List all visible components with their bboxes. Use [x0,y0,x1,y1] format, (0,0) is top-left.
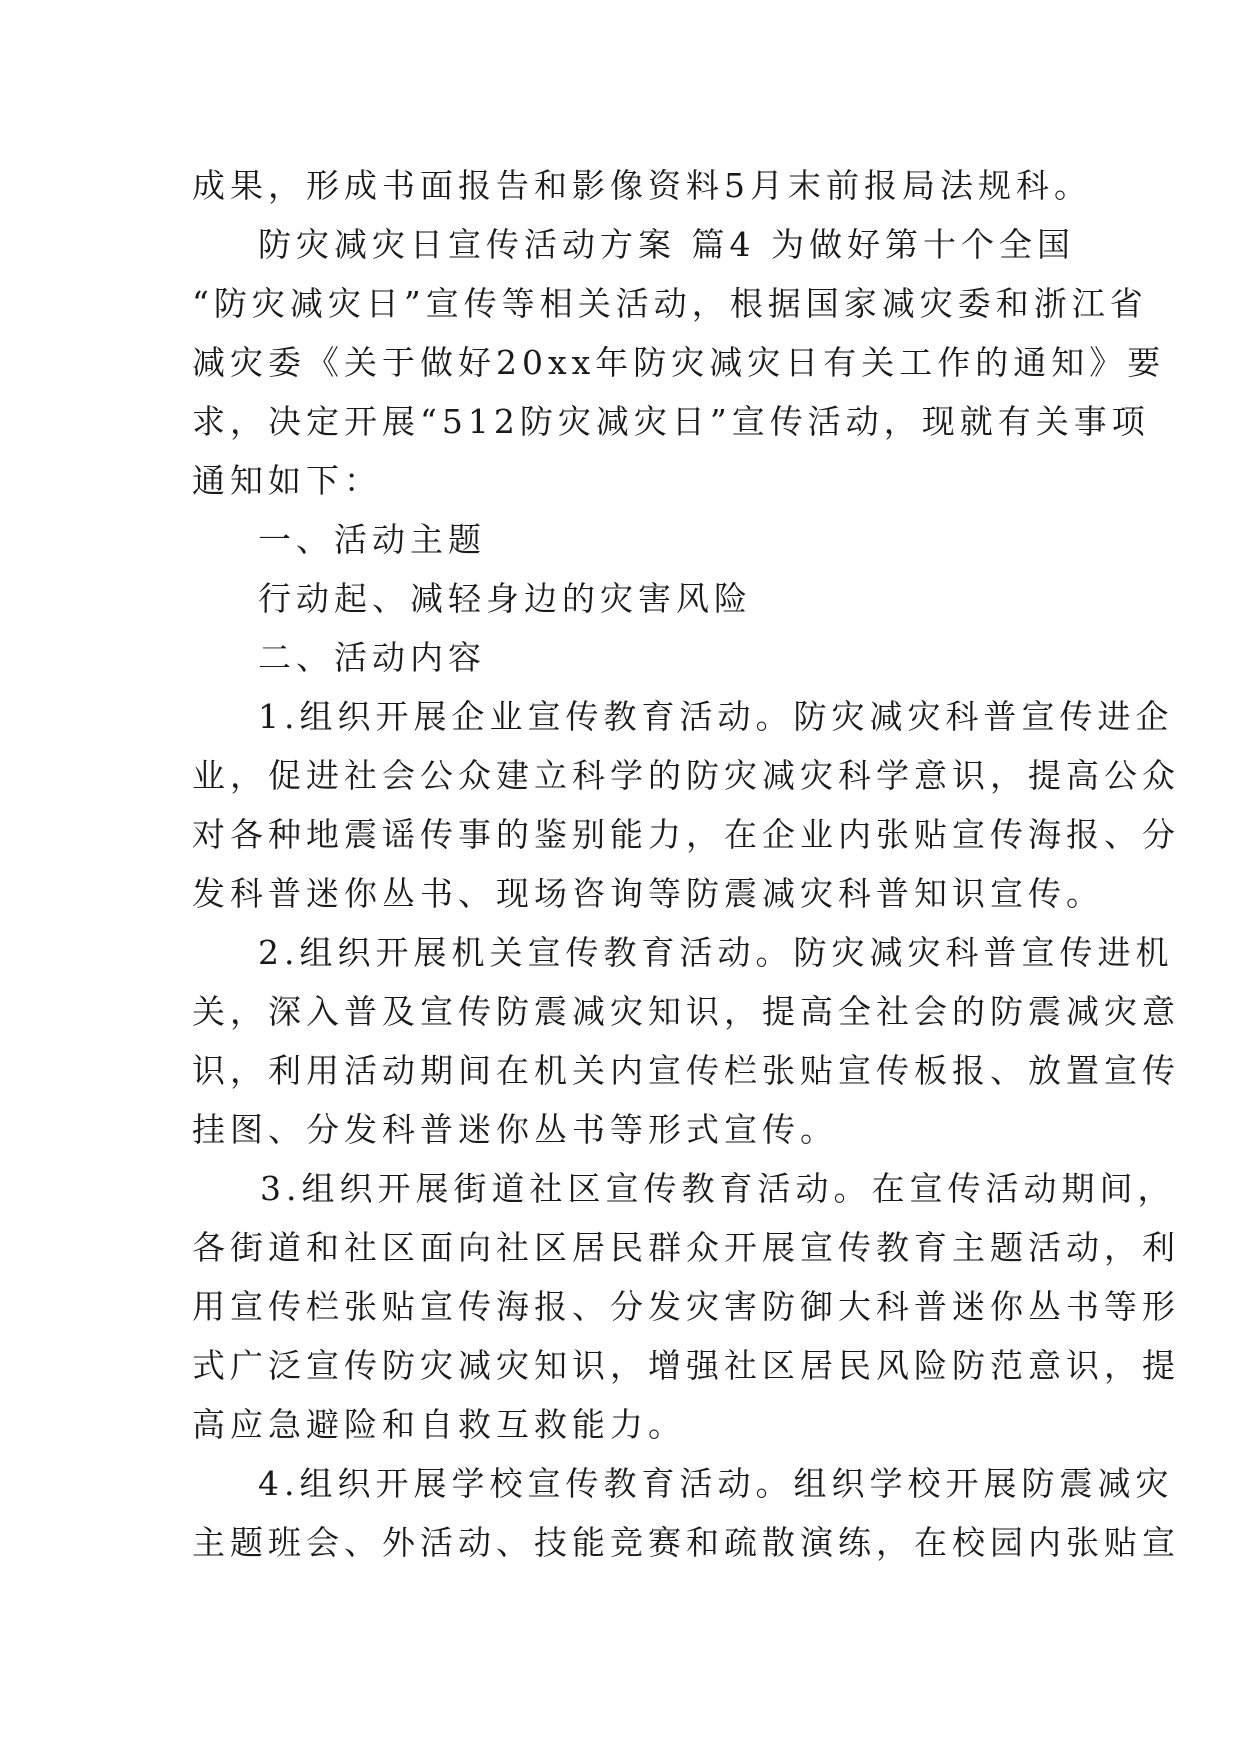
text-line: 2.组织开展机关宣传教育活动。防灾减灾科普宣传进机 [258,933,1174,972]
subheading-line: 二、活动内容 [258,638,486,677]
text-line: 通知如下： [192,461,382,500]
text-line: 求，决定开展“512防灾减灾日”宣传活动，现就有关事项 [192,402,1150,441]
section-heading-line: 防灾减灾日宣传活动方案 篇4 为做好第十个全国 [258,225,1075,264]
text-line: 1.组织开展企业宣传教育活动。防灾减灾科普宣传进企 [258,697,1174,736]
text-line: 各街道和社区面向社区居民群众开展宣传教育主题活动，利 [192,1228,1180,1267]
text-line: 关，深入普及宣传防震减灾知识，提高全社会的防震减灾意 [192,992,1180,1031]
text-line: 用宣传栏张贴宣传海报、分发灾害防御大科普迷你丛书等形 [192,1287,1180,1326]
document-body [192,156,1180,1572]
text-line: 高应急避险和自救互救能力。 [192,1405,686,1444]
text-line: 识，利用活动期间在机关内宣传栏张贴宣传板报、放置宣传 [192,1051,1180,1090]
text-line: 对各种地震谣传事的鉴别能力，在企业内张贴宣传海报、分 [192,815,1180,854]
text-line: 成果，形成书面报告和影像资料5月末前报局法规科。 [192,166,1092,205]
text-line: 业，促进社会公众建立科学的防灾减灾科学意识，提高公众 [192,756,1180,795]
text-line: 主题班会、外活动、技能竞赛和疏散演练，在校园内张贴宣 [192,1523,1180,1562]
text-line: 挂图、分发科普迷你丛书等形式宣传。 [192,1110,838,1149]
text-line: 减灾委《关于做好20xx年防灾减灾日有关工作的通知》要 [192,343,1166,382]
text-line: “防灾减灾日”宣传等相关活动，根据国家减灾委和浙江省 [192,284,1148,323]
subheading-line: 一、活动主题 [258,520,486,559]
text-line: 4.组织开展学校宣传教育活动。组织学校开展防震减灾 [258,1464,1174,1503]
text-line: 式广泛宣传防灾减灾知识，增强社区居民风险防范意识，提 [192,1346,1180,1385]
text-line: 行动起、减轻身边的灾害风险 [258,579,752,618]
text-line: 发科普迷你丛书、现场咨询等防震减灾科普知识宣传。 [192,874,1104,913]
text-line: 3.组织开展街道社区宣传教育活动。在宣传活动期间， [260,1169,1176,1208]
